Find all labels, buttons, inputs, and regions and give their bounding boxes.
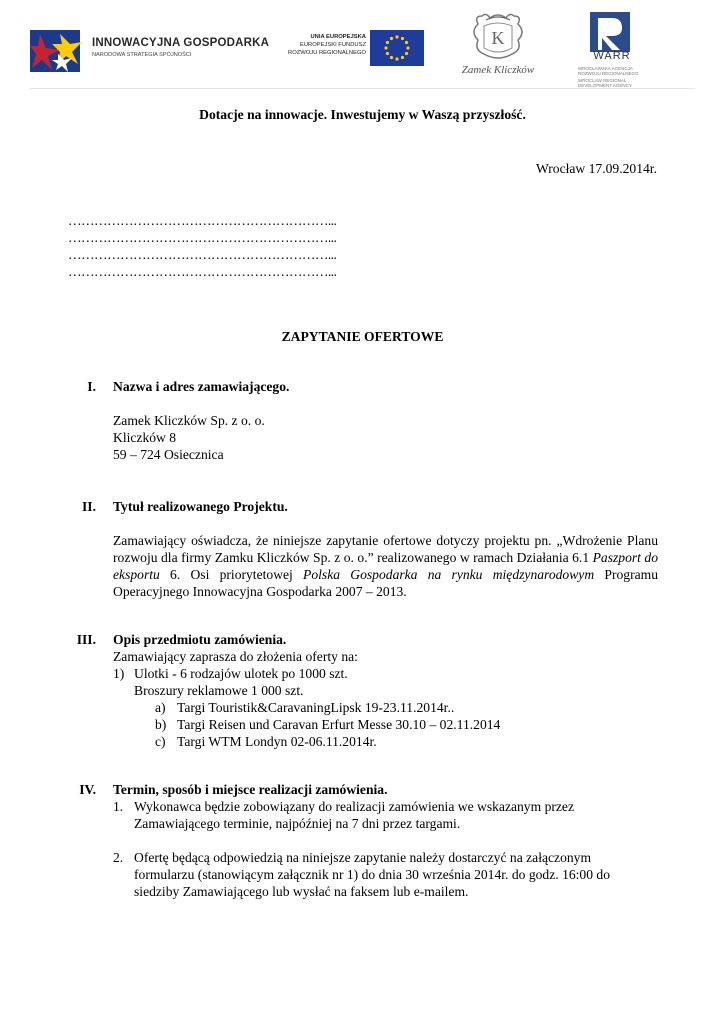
company-city: 59 – 724 Osiecznica: [113, 447, 224, 462]
eu-star: [386, 52, 389, 55]
warr-line2: ROZWOJU REGIONALNEGO: [578, 71, 639, 76]
eu-star: [395, 57, 398, 60]
innowacyjna-gospodarka-logo: [30, 24, 270, 76]
address-dots-line: ……………………………………………………...: [68, 230, 337, 245]
company-street: Kliczków 8: [113, 430, 177, 445]
zamek-monogram: K: [491, 28, 505, 48]
project-priority-axis: Polska Gospodarka na rynku międzynarodowym: [303, 567, 595, 582]
zamek-kliczkow-logo: [456, 10, 540, 80]
recipient-address-placeholder: [68, 212, 336, 280]
section-heading: Tytuł realizowanego Projektu.: [113, 499, 288, 514]
ig-logo-title: INNOWACYJNA GOSPODARKA: [92, 37, 270, 49]
section-heading: Opis przedmiotu zamówienia.: [113, 632, 287, 647]
ig-logo-subtitle: NARODOWA STRATEGIA SPÓJNOŚCI: [92, 52, 192, 58]
zamek-kliczkow-crest-icon: [456, 10, 540, 66]
ig-emblem-icon: [30, 24, 86, 76]
fair-item: Targi WTM Londyn 02-06.11.2014r.: [177, 734, 377, 749]
list-number: 1): [113, 666, 125, 681]
header-divider: [30, 88, 695, 89]
submission-text-line: formularzu (stanowiącym załącznik nr 1) do dnia 30 września 2014r. do godz. 16:00 do: [134, 867, 611, 882]
document-title: ZAPYTANIE OFERTOWE: [281, 329, 444, 344]
address-dots-line: ……………………………………………………...: [68, 264, 337, 279]
submission-text-line: Ofertę będącą odpowiedzią na niniejsze zapytanie należy dostarczyć na załączonym: [134, 850, 592, 865]
project-text-c: Programu Operacyjnego Innowacyjna Gospodarka 2007 – 2013.: [113, 567, 658, 599]
eu-flag-icon: [370, 30, 424, 66]
list-letter: c): [155, 734, 166, 749]
eu-logo-line3: ROZWOJU REGIONALNEGO: [288, 50, 366, 56]
section-number: III.: [76, 632, 96, 647]
eu-star: [401, 56, 404, 59]
address-dots-line: ……………………………………………………...: [68, 247, 337, 262]
eu-logo: [272, 30, 424, 70]
project-text-b: 6. Osi priorytetowej: [159, 567, 304, 582]
eu-star: [401, 37, 404, 40]
section-heading: Nazwa i adres zamawiającego.: [113, 379, 290, 394]
eu-star: [386, 41, 389, 44]
eu-star: [406, 46, 409, 49]
warr-line4: DEVELOPMENT AGENCY: [578, 83, 632, 88]
section-number: II.: [82, 499, 96, 514]
order-intro: Zamawiający zaprasza do złożenia oferty na:: [113, 649, 358, 664]
eu-star: [395, 35, 398, 38]
eu-star: [390, 56, 393, 59]
section-number: IV.: [79, 782, 96, 797]
place-date: Wrocław 17.09.2014r.: [535, 161, 657, 176]
order-item-leaflets: Ulotki - 6 rodzajów ulotek po 1000 szt.: [134, 666, 348, 681]
fair-item: Targi Touristik&CaravaningLipsk 19-23.11.2014r..: [177, 700, 455, 715]
project-text-a: Zamawiający oświadcza, że niniejsze zapytanie ofertowe dotyczy projektu pn. „Wdrożenie Planu rozwoju dla firmy Zamku Kliczków Sp. z o. o.” realizowanego w ramach Działania 6.1: [113, 533, 658, 565]
eu-logo-line1: UNIA EUROPEJSKA: [310, 34, 366, 40]
submission-text-line: siedziby Zamawiającego lub wysłać na faksem lub e-mailem.: [134, 884, 469, 899]
eu-star: [384, 46, 387, 49]
eu-star: [390, 37, 393, 40]
fair-item: Targi Reisen und Caravan Erfurt Messe 30.10 – 02.11.2014: [177, 717, 501, 732]
section-heading: Termin, sposób i miejsce realizacji zamówienia.: [113, 782, 388, 797]
eu-logo-line2: EUROPEJSKI FUNDUSZ: [299, 42, 366, 48]
eu-star: [405, 41, 408, 44]
order-item-brochures: Broszury reklamowe 1 000 szt.: [134, 683, 304, 698]
section-number: I.: [87, 379, 96, 394]
warr-line3: WROCLAW REGIONAL: [578, 78, 627, 83]
zamek-kliczkow-name: Zamek Kliczków: [461, 64, 535, 76]
eu-star: [405, 52, 408, 55]
address-dots-line: ……………………………………………………...: [68, 213, 337, 228]
warr-wordmark: WARR: [593, 50, 631, 62]
list-letter: b): [155, 717, 167, 732]
warr-logo: [572, 8, 682, 88]
eu-logo-text: [256, 33, 366, 57]
term-text-line: Wykonawca będzie zobowiązany do realizacji zamówienia we wskazanym przez: [134, 799, 575, 814]
list-number: 2.: [113, 850, 124, 865]
warr-emblem-icon: [590, 12, 630, 54]
tagline: Dotacje na innowacje. Inwestujemy w Waszą przyszłość.: [199, 107, 526, 122]
list-letter: a): [155, 700, 166, 715]
company-name: Zamek Kliczków Sp. z o. o.: [113, 413, 265, 428]
list-number: 1.: [113, 799, 124, 814]
warr-line1: WROCŁAWSKA AGENCJA: [578, 66, 633, 71]
project-description: [113, 532, 658, 600]
project-measure-name: Paszport do eksportu: [113, 550, 658, 582]
term-text-line: Zamawiającego terminie, najpóźniej na 7 dni przez targami.: [134, 816, 461, 831]
